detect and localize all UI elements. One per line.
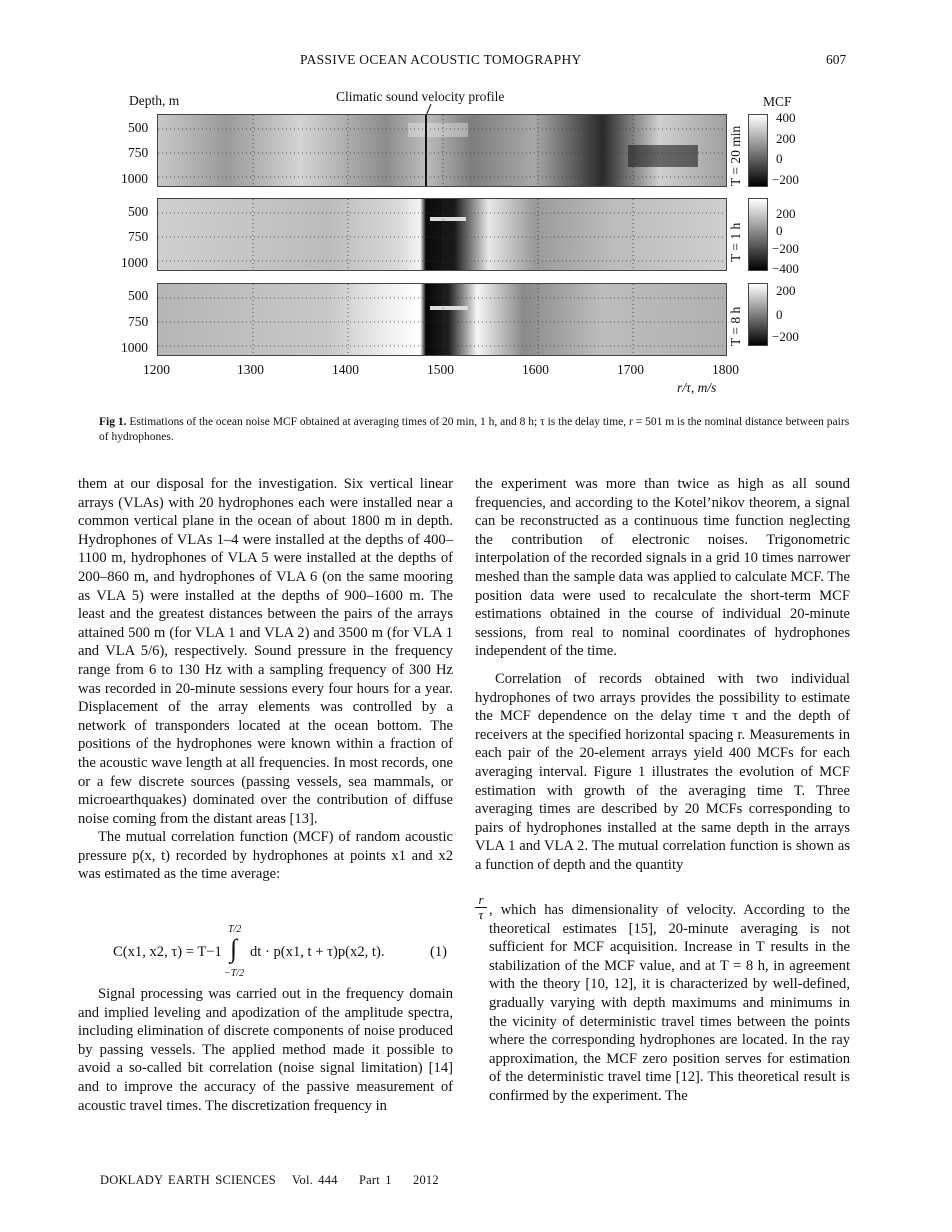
colorbar-20min xyxy=(748,114,768,187)
colorbar-1h xyxy=(748,198,768,271)
running-title: PASSIVE OCEAN ACOUSTIC TOMOGRAPHY xyxy=(300,52,582,67)
x-tick: 1200 xyxy=(143,362,170,377)
year: 2012 xyxy=(413,1173,439,1187)
caption-text: Estimations of the ocean noise MCF obtained at averaging times of 20 min, 1 h, and 8 h; τ is the delay time, r = 501 m is the nominal distance between pairs of hydrophones. xyxy=(99,416,850,443)
x-tick: 1300 xyxy=(237,362,264,377)
x-tick: 1500 xyxy=(427,362,454,377)
paragraph: , which has dimensionality of velocity. According to the theoretical estimates [15], 20-minute averaging is not sufficient for MCF acquisition. Increase in T results in the stabilization of the MCF value, and at T = 8 h, in agreement with the theory [10, 12], it is characterized by well-defined, gradually varying with depth maximums and minimums in the vicinity of deterministic travel times between the points where the corresponding hydrophones are located. In the ray approximation, the MCF zero position serves for estimation of the deterministic travel time [12]. This theoretical result is confirmed by the experiment. The xyxy=(489,902,850,1104)
x-tick: 1400 xyxy=(332,362,359,377)
x-tick: 1800 xyxy=(712,362,739,377)
depth-tick: 750 xyxy=(128,229,149,244)
depth-tick: 1000 xyxy=(121,171,148,186)
integral-lower-limit: −T/2 xyxy=(224,968,245,979)
paragraph: Correlation of records obtained with two individual hydrophones of two arrays provides the possibility to estimate the MCF dependence on the delay time τ and the depth of receivers at the specified horizontal spacing r. Measurements in each pair of the 20-element arrays yield 400 MCFs for each averaging interval. Figure 1 illustrates the evolution of MCF estimation with growth of the averaging time T. Three averaging times are described by 20 MCFs corresponding to pairs of hydrophones installed at the same depth in the arrays VLA 1 and VLA 2. The mutual correlation function is shown as a function of depth and the quantity xyxy=(475,670,850,873)
paragraph: Signal processing was carried out in the frequency domain and implied leveling and apodization of the amplitude spectra, including elimination of discrete components of noise produced by passing vessels. The applied method made it possible to avoid a so-called bit correlation (noise signal limitation) [14] and to improve the accuracy of the passive measurement of acoustic travel times. The discretization frequency in xyxy=(78,986,453,1114)
cbar-tick: 200 xyxy=(776,283,796,298)
part: Part 1 xyxy=(358,1173,392,1187)
cbar-tick: 0 xyxy=(776,307,783,322)
fraction-numerator: r xyxy=(478,892,484,907)
panel-label-20min: T = 20 min xyxy=(728,125,743,186)
right-column xyxy=(475,475,850,874)
profile-label: Climatic sound velocity profile xyxy=(336,89,505,104)
cbar-tick: 200 xyxy=(776,131,796,146)
x-axis-label: r/τ, m/s xyxy=(677,380,717,395)
left-column-continued xyxy=(78,985,453,1115)
cbar-tick: −200 xyxy=(772,241,799,256)
left-column xyxy=(78,475,453,884)
x-tick: 1600 xyxy=(522,362,549,377)
paragraph: the experiment was more than twice as high as all sound frequencies, and according to the Kotel’nikov theorem, a signal can be reconstructed as a continuous time function neglecting the contribution of electronic noises. Trigonometric interpolation of the recorded signals in a grid 10 times narrower meshed than the sample data was applied to calculate MCF. The position data were used to recalculate the short-term MCF estimations obtained in the course of individual 20-minute sessions, from real to nominal coordinates of hydrophones independent of the time. xyxy=(475,476,850,660)
colorbar-8h xyxy=(748,283,768,346)
cbar-tick: −200 xyxy=(772,329,799,344)
depth-tick: 1000 xyxy=(121,255,148,270)
volume: Vol. 444 xyxy=(291,1173,338,1187)
cbar-tick: 0 xyxy=(776,151,783,166)
cbar-tick: 0 xyxy=(776,223,783,238)
mcf-panel-1h xyxy=(157,198,727,271)
depth-tick: 500 xyxy=(128,120,149,135)
caption-label: Fig 1. xyxy=(99,416,127,428)
journal-name: DOKLADY EARTH SCIENCES xyxy=(100,1173,276,1187)
mcf-panel-8h xyxy=(157,283,727,356)
depth-axis-label: Depth, m xyxy=(129,93,180,108)
equation-number: (1) xyxy=(430,944,448,960)
right-column-continued xyxy=(475,901,850,1106)
paragraph: them at our disposal for the investigation. Six vertical linear arrays (VLAs) with 20 hydrophones each were installed near a common vertical plane in the ocean of about 1800 m in depth. Hydrophones of VLAs 1–4 were installed at the depths of 400–1100 m, hydrophones of VLA 5 were installed at the depths of 200–860 m, and hydrophones of VLA 6 (on the same mooring as VLA 5) were installed at the depths of 900–1600 m. The least and the greatest distances between the pairs of the arrays attained 500 m (for VLA 1 and VLA 2) and 3500 m (for VLA 1 and VLA 5/6), respectively. Sound pressure in the frequency range from 6 to 130 Hz with a sampling frequency of 300 Hz was recorded in 20-minute sessions every four hours for a year. Displacement of the array elements was controlled by a network of transponders located at the ocean bottom. The positions of the hydrophones were known within a fraction of the acoustic wave length at all frequencies. In most records, one or a few discrete sources (passing vessels, sea mammals, or microearthquakes) dominated over the contribution of diffuse noise coming from the distant areas [13]. xyxy=(78,476,453,827)
cbar-tick: 400 xyxy=(776,110,796,125)
depth-tick: 750 xyxy=(128,145,149,160)
integral-upper-limit: T/2 xyxy=(228,924,242,935)
cbar-tick: −400 xyxy=(772,261,799,276)
colorbar-label: MCF xyxy=(763,94,792,109)
equation-lhs: C(x1, x2, τ) = T−1 xyxy=(113,944,222,960)
panel-label-8h: T = 8 h xyxy=(728,306,743,346)
depth-tick: 750 xyxy=(128,314,149,329)
footer xyxy=(100,1173,439,1188)
x-tick: 1700 xyxy=(617,362,644,377)
figure-caption xyxy=(99,415,854,445)
page-number: 607 xyxy=(826,52,847,67)
panel-label-1h: T = 1 h xyxy=(728,222,743,262)
equation-1 xyxy=(78,922,453,982)
equation-integrand: dt · p(x1, t + τ)p(x2, t). xyxy=(250,944,385,960)
cbar-tick: 200 xyxy=(776,206,796,221)
cbar-tick: −200 xyxy=(772,172,799,187)
depth-tick: 500 xyxy=(128,288,149,303)
integral-sign: ∫ xyxy=(230,934,238,963)
mcf-panel-20min xyxy=(157,114,727,187)
depth-tick: 500 xyxy=(128,204,149,219)
fraction-denominator: τ xyxy=(475,907,487,922)
depth-tick: 1000 xyxy=(121,340,148,355)
paragraph: The mutual correlation function (MCF) of random acoustic pressure p(x, t) recorded by hydrophones at points x1 and x2 was estimated as the time average: xyxy=(78,829,453,883)
